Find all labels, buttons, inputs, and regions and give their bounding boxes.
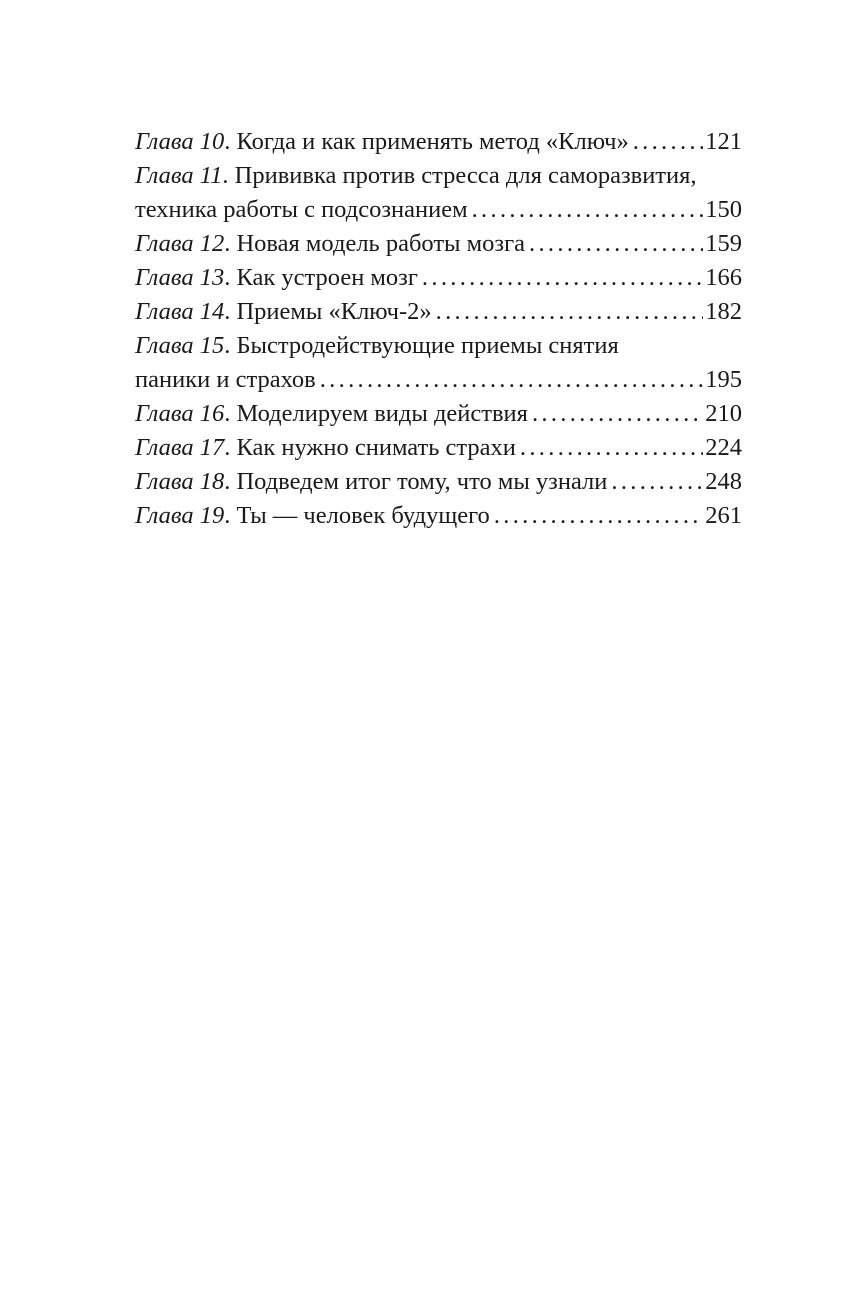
toc-entry-chapter-17 bbox=[135, 431, 742, 465]
dot-leader bbox=[525, 227, 703, 261]
chapter-label: Глава 12 bbox=[135, 230, 225, 257]
chapter-separator: . bbox=[224, 264, 237, 291]
dot-leader bbox=[468, 193, 704, 227]
page-number: 159 bbox=[705, 230, 742, 257]
chapter-title: Как нужно снимать страхи bbox=[236, 434, 516, 461]
toc-line bbox=[135, 397, 742, 431]
page-number: 261 bbox=[705, 502, 742, 529]
toc-line bbox=[135, 363, 742, 397]
page-number: 121 bbox=[705, 128, 742, 155]
chapter-title: Ты — человек будущего bbox=[236, 502, 490, 529]
chapter-title: Быстродействующие приемы снятия bbox=[236, 332, 619, 359]
toc-entry-chapter-12 bbox=[135, 227, 742, 261]
chapter-title: Прививка против стресса для саморазвития, bbox=[234, 162, 697, 189]
dot-leader bbox=[528, 397, 703, 431]
chapter-title: Приемы «Ключ-2» bbox=[236, 298, 432, 325]
page-number: 210 bbox=[705, 400, 742, 427]
page-number: 166 bbox=[705, 264, 742, 291]
chapter-label: Глава 18 bbox=[135, 468, 225, 495]
chapter-label: Глава 15 bbox=[135, 332, 225, 359]
dot-leader bbox=[490, 499, 703, 533]
chapter-label: Глава 16 bbox=[135, 400, 225, 427]
toc-entry-chapter-18 bbox=[135, 465, 742, 499]
page-number: 248 bbox=[705, 468, 742, 495]
toc-line bbox=[135, 465, 742, 499]
chapter-label: Глава 14 bbox=[135, 298, 225, 325]
chapter-separator: . bbox=[224, 298, 237, 325]
chapter-title-continued: паники и страхов bbox=[135, 366, 316, 393]
toc-line bbox=[135, 295, 742, 329]
chapter-label: Глава 17 bbox=[135, 434, 225, 461]
dot-leader bbox=[432, 295, 704, 329]
table-of-contents bbox=[135, 125, 742, 533]
chapter-separator: . bbox=[224, 128, 237, 155]
toc-line bbox=[135, 329, 742, 363]
dot-leader bbox=[607, 465, 703, 499]
toc-entry-chapter-11 bbox=[135, 159, 742, 227]
chapter-title: Подведем итог тому, что мы узнали bbox=[236, 468, 608, 495]
chapter-label: Глава 19 bbox=[135, 502, 225, 529]
toc-entry-chapter-10 bbox=[135, 125, 742, 159]
toc-line bbox=[135, 431, 742, 465]
chapter-separator: . bbox=[224, 468, 237, 495]
chapter-title: Моделируем виды действия bbox=[236, 400, 528, 427]
toc-line bbox=[135, 193, 742, 227]
dot-leader bbox=[629, 125, 704, 159]
page-number: 195 bbox=[705, 366, 742, 393]
toc-entry-chapter-13 bbox=[135, 261, 742, 295]
toc-line bbox=[135, 261, 742, 295]
dot-leader bbox=[516, 431, 703, 465]
page-number: 224 bbox=[705, 434, 742, 461]
chapter-separator: . bbox=[224, 230, 237, 257]
toc-entry-chapter-14 bbox=[135, 295, 742, 329]
dot-leader bbox=[316, 363, 704, 397]
page-number: 150 bbox=[705, 196, 742, 223]
chapter-separator: . bbox=[224, 400, 237, 427]
chapter-label: Глава 11 bbox=[135, 162, 223, 189]
dot-leader bbox=[418, 261, 703, 295]
chapter-title: Новая модель работы мозга bbox=[236, 230, 526, 257]
toc-line bbox=[135, 499, 742, 533]
toc-entry-chapter-15 bbox=[135, 329, 742, 397]
toc-entry-chapter-16 bbox=[135, 397, 742, 431]
toc-entry-chapter-19 bbox=[135, 499, 742, 533]
toc-line bbox=[135, 227, 742, 261]
chapter-label: Глава 10 bbox=[135, 128, 225, 155]
chapter-separator: . bbox=[224, 434, 237, 461]
chapter-label: Глава 13 bbox=[135, 264, 225, 291]
chapter-separator: . bbox=[224, 332, 237, 359]
chapter-title: Когда и как применять метод «Ключ» bbox=[236, 128, 629, 155]
chapter-title: Как устроен мозг bbox=[236, 264, 418, 291]
chapter-title-continued: техника работы с подсознанием bbox=[135, 196, 468, 223]
toc-line bbox=[135, 125, 742, 159]
toc-line bbox=[135, 159, 742, 193]
chapter-separator: . bbox=[224, 502, 237, 529]
chapter-separator: . bbox=[222, 162, 235, 189]
page-number: 182 bbox=[705, 298, 742, 325]
